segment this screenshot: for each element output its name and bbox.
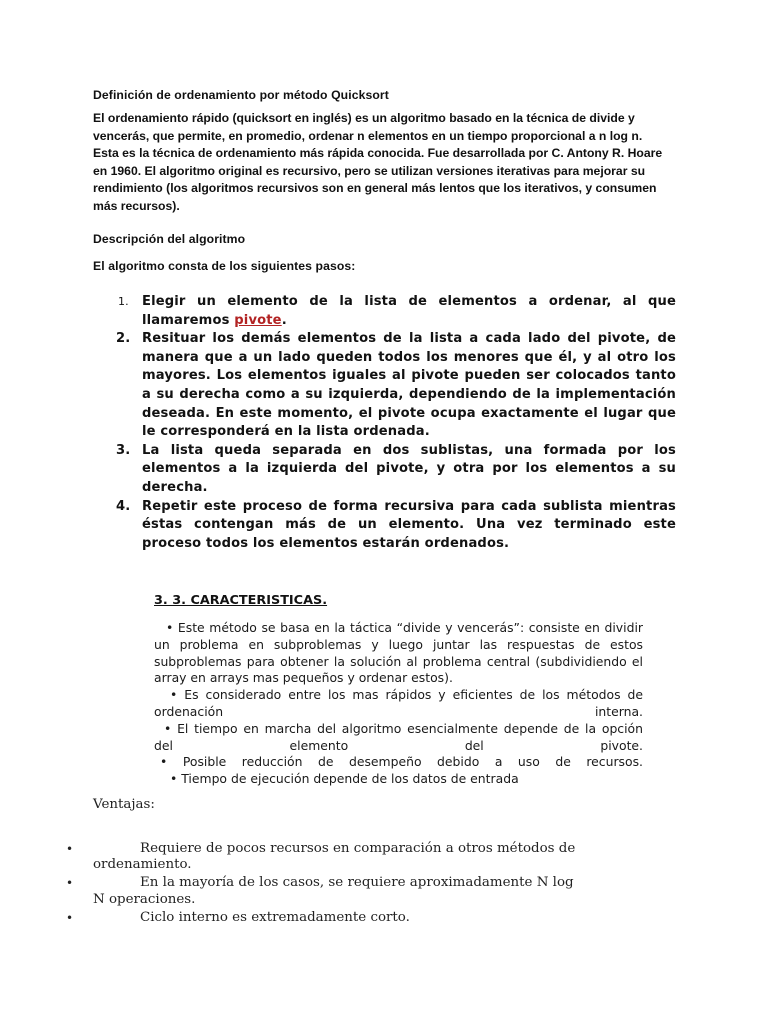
- step-item: [116, 498, 676, 554]
- bullet-icon: •: [66, 910, 74, 925]
- step-number: 4.: [116, 498, 131, 514]
- ventaja-item: [66, 841, 586, 873]
- step-text-before-link: Elegir un elemento de la lista de elementos a ordenar, al que llamaremos: [142, 294, 676, 328]
- step-number: 1.: [118, 295, 129, 308]
- caracteristica-item: • Tiempo de ejecución depende de los datos de entrada: [170, 771, 519, 787]
- step-item: [116, 330, 676, 442]
- step-text: La lista queda separada en dos sublistas, una formada por los elementos a la izquierda del pivote, y otra por los elementos a su derecha.: [142, 442, 676, 495]
- algorithm-description-heading: Descripción del algoritmo: [93, 232, 246, 246]
- algorithm-steps-list: [116, 293, 676, 553]
- caracteristicas-image: [154, 620, 643, 788]
- step-item: [116, 442, 676, 498]
- ventaja-text: Ciclo interno es extremadamente corto.: [140, 909, 410, 925]
- ventaja-text: En la mayoría de los casos, se requiere aproximadamente N log N operaciones.: [93, 875, 574, 907]
- step-item: [116, 293, 676, 330]
- caracteristica-item: • Es considerado entre los mas rápidos y eficientes de los métodos de ordenación interna.: [154, 687, 643, 719]
- caracteristicas-heading: 3. 3. CARACTERISTICAS.: [154, 593, 328, 608]
- step-number: 2.: [116, 331, 131, 347]
- ventaja-text: Requiere de pocos recursos en comparación a otros métodos de ordenamiento.: [93, 841, 576, 873]
- ventajas-list: [66, 841, 586, 928]
- caracteristica-item: • El tiempo en marcha del algoritmo esencialmente depende de la opción del elemento del pivote.: [154, 720, 643, 753]
- pivote-link[interactable]: pivote: [234, 312, 282, 328]
- ventaja-item: [66, 910, 586, 926]
- bullet-icon: •: [66, 876, 74, 891]
- step-text: Repetir este proceso de forma recursiva para cada sublista mientras éstas contengan más de un elemento. Una vez terminado este proceso todos los elementos estarán ordenados.: [142, 498, 676, 551]
- step-number: 3.: [116, 442, 131, 458]
- algorithm-steps-lead: El algoritmo consta de los siguientes pasos:: [93, 259, 356, 273]
- caracteristica-item: • Posible reducción de desempeño debido a uso de recursos.: [160, 754, 643, 770]
- quicksort-definition-heading: Definición de ordenamiento por método Quicksort: [93, 88, 389, 102]
- step-text-after-link: .: [281, 312, 287, 328]
- step-text: Resituar los demás elementos de la lista a cada lado del pivote, de manera que a un lado queden todos los menores que él, y al otro los mayores. Los elementos iguales al pivote pueden ser colocados tanto a su derecha como a su izquierda, dependiendo de la implementación deseada. En este momento, el pivote ocupa exactamente el lugar que le corresponderá en la lista ordenada.: [142, 331, 676, 440]
- bullet-icon: •: [66, 842, 74, 856]
- caracteristica-item: • Este método se basa en la táctica “divide y vencerás”: consiste en dividir un problema en subproblemas y luego juntar las respuestas de estos subproblemas para obtener la solución al problema central (subdividiendo el array en arrays mas pequeños y ordenar estos).: [154, 620, 643, 686]
- quicksort-definition-paragraph: El ordenamiento rápido (quicksort en inglés) es un algoritmo basado en la técnica de divide y vencerás, que permite, en promedio, ordenar n elementos en un tiempo proporcional a n log n. Esta es la técnica de ordenamiento más rápida conocida. Fue desarrollada por C. Antony R. Hoare en 1960. El algoritmo original es recursivo, pero se utilizan versiones iterativas para mejorar su rendimiento (los algoritmos recursivos son en general más lentos que los iterativos, y consumen más recursos).: [93, 111, 663, 213]
- ventajas-heading: Ventajas:: [93, 797, 155, 812]
- ventaja-item: [66, 875, 586, 907]
